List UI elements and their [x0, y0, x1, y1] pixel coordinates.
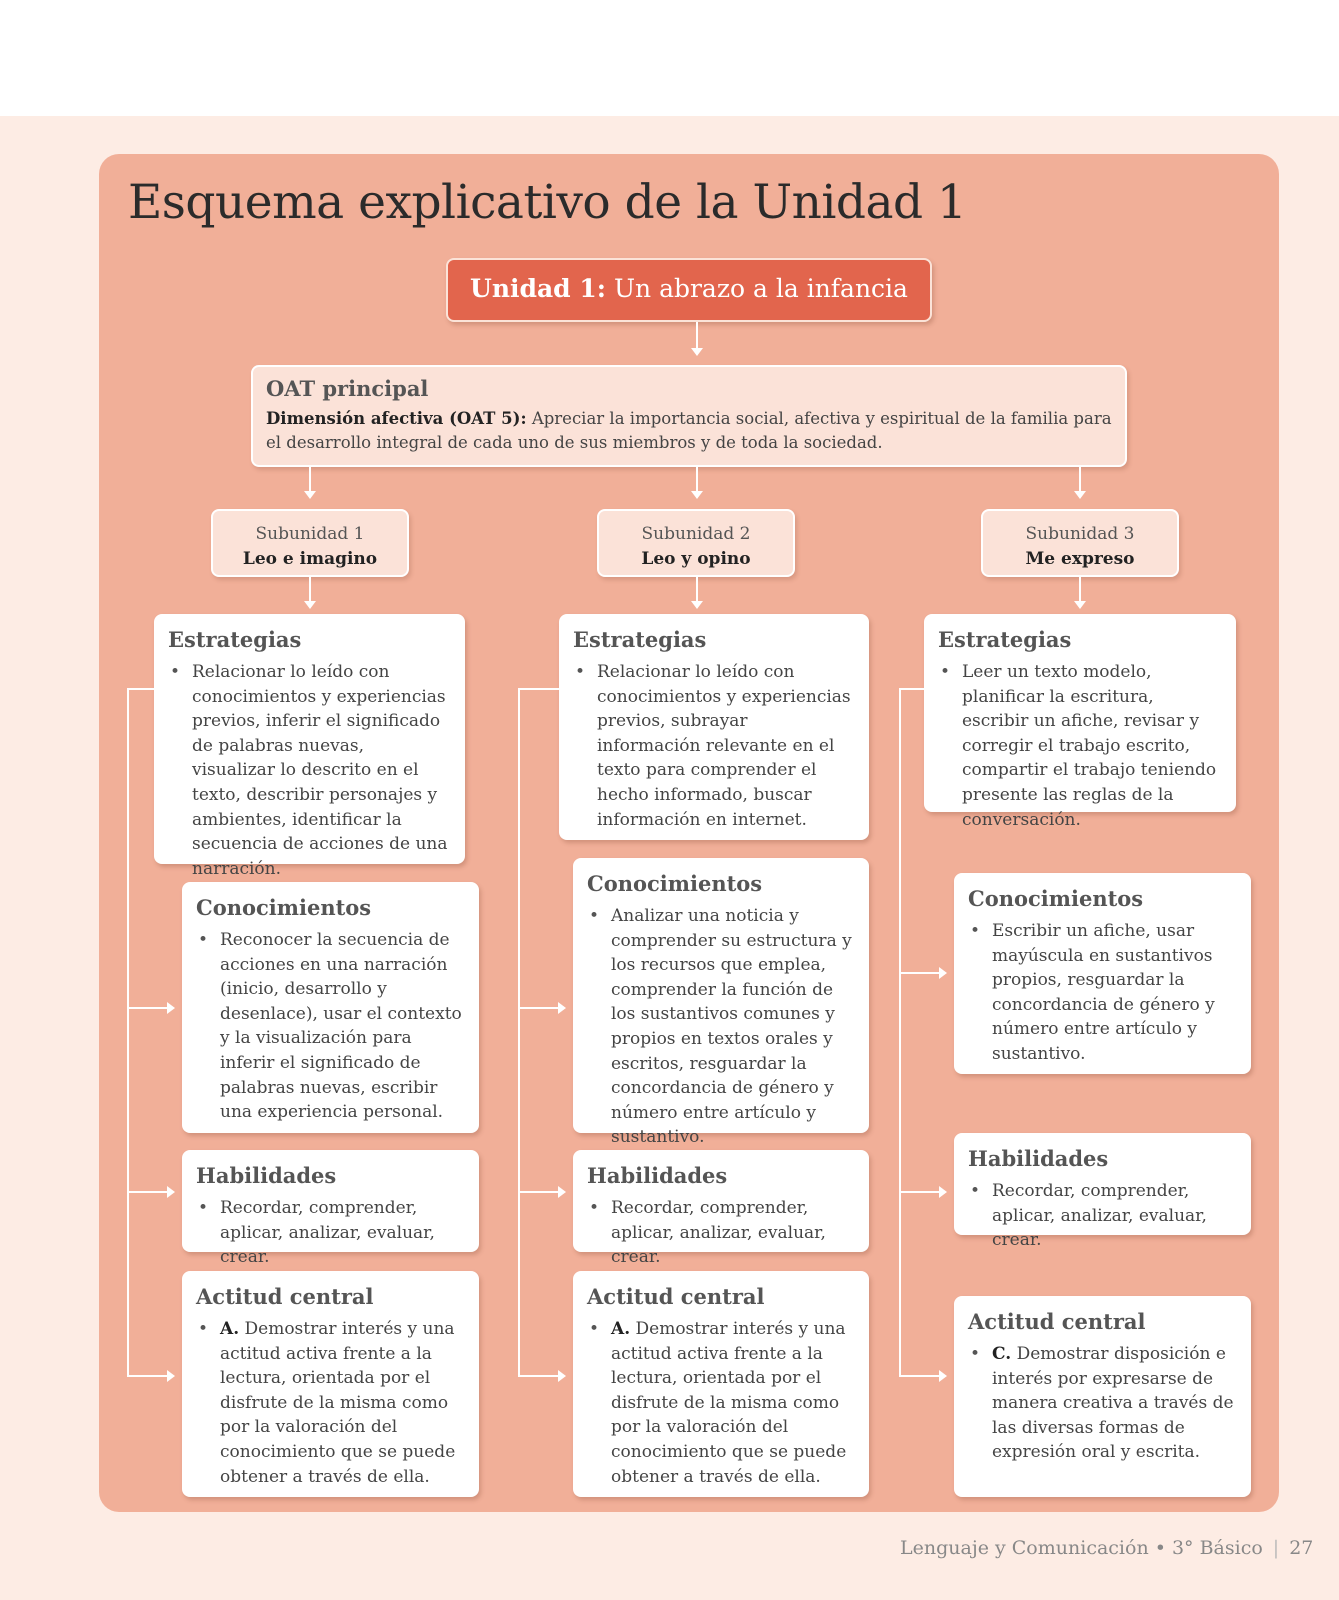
estrategias-card-1	[154, 614, 465, 879]
actitud-card-1	[182, 1271, 479, 1497]
card-text: • Analizar una noticia y comprender su estructura y los recursos que emplea, comprender la función de los sustantivos comunes y propios en textos orales y escritos, resguardar la concordancia de género y número entre artículo y sustantivo.	[587, 904, 855, 1150]
subunit-name: Leo e imagino	[242, 549, 378, 569]
page-footer	[900, 1537, 1313, 1559]
connector-arrow	[518, 1007, 564, 1009]
subunit-1-box	[211, 509, 409, 577]
connector-arrow	[309, 467, 311, 497]
connector-arrow	[127, 1007, 173, 1009]
card-text	[968, 1342, 1237, 1465]
connector-arrow	[899, 1375, 945, 1377]
card-title: Actitud central	[587, 1284, 765, 1309]
conocimientos-card-1	[182, 882, 479, 1133]
connector-arrow	[518, 1191, 564, 1193]
actitud-card-2	[573, 1271, 869, 1497]
subunit-name: Leo y opino	[641, 549, 751, 569]
connector-line	[518, 688, 559, 690]
subunit-number: Subunidad 2	[641, 524, 751, 544]
conocimientos-card-3	[954, 873, 1251, 1074]
connector-arrow	[696, 467, 698, 497]
connector-line	[518, 688, 520, 1376]
card-text	[196, 1317, 465, 1489]
card-text: • Recordar, comprender, aplicar, analizar, evaluar, crear.	[587, 1196, 855, 1270]
card-title: Habilidades	[587, 1163, 728, 1188]
connector-arrow	[696, 322, 698, 354]
connector-arrow	[127, 1191, 173, 1193]
card-title: Habilidades	[968, 1146, 1109, 1171]
subunit-3-box	[981, 509, 1179, 577]
card-text: • Reconocer la secuencia de acciones en una narración (inicio, desarrollo y desenlace), usar el contexto y la visualización para inferir el significado de palabras nuevas, escribir una experiencia personal.	[196, 928, 465, 1125]
card-text: • Escribir un afiche, usar mayúscula en sustantivos propios, resguardar la concordancia de género y número entre artículo y sustantivo.	[968, 919, 1237, 1067]
connector-arrow	[899, 1191, 945, 1193]
habilidades-card-3	[954, 1133, 1251, 1251]
subunit-number: Subunidad 3	[1025, 524, 1135, 544]
page-title: Esquema explicativo de la Unidad 1	[128, 175, 967, 230]
card-text	[587, 1317, 855, 1489]
attitude-text: Demostrar disposición e interés por expresarse de manera creativa a través de las diversas formas de expresión oral y escrita.	[992, 1344, 1234, 1463]
oat-label: Dimensión afectiva (OAT 5):	[266, 409, 527, 428]
card-title: Estrategias	[938, 627, 1072, 652]
card-text: • Leer un texto modelo, planificar la escritura, escribir un afiche, revisar y corregir el trabajo escrito, compartir el trabajo teniendo presente las reglas de la conversación.	[938, 660, 1222, 832]
card-text: • Relacionar lo leído con conocimientos y experiencias previos, inferir el significado de palabras nuevas, visualizar lo descrito en el texto, describir personajes y ambientes, identificar la secuencia de acciones de una narración.	[168, 660, 451, 881]
connector-line	[127, 688, 129, 1376]
habilidades-card-1	[182, 1150, 479, 1268]
card-text: • Recordar, comprender, aplicar, analizar, evaluar, crear.	[968, 1179, 1237, 1253]
card-title: Habilidades	[196, 1163, 337, 1188]
connector-arrow	[899, 972, 945, 974]
connector-line	[899, 688, 924, 690]
habilidades-card-2	[573, 1150, 869, 1268]
attitude-text: Demostrar interés y una actitud activa frente a la lectura, orientada por el disfrute de la misma como por la valoración del conocimiento que se puede obtener a través de ella.	[220, 1319, 456, 1487]
card-title: Conocimientos	[196, 895, 372, 920]
actitud-card-3	[954, 1296, 1251, 1497]
connector-line	[127, 688, 154, 690]
subunit-number: Subunidad 1	[255, 524, 365, 544]
connector-arrow	[309, 577, 311, 607]
oat-box	[251, 365, 1127, 467]
footer-text: Lenguaje y Comunicación • 3° Básico	[900, 1537, 1263, 1559]
connector-arrow	[1079, 577, 1081, 607]
conocimientos-card-2	[573, 858, 869, 1148]
oat-title: OAT principal	[266, 376, 429, 401]
subunit-name: Me expreso	[1025, 549, 1135, 569]
subunit-2-box	[597, 509, 795, 577]
connector-arrow	[127, 1375, 173, 1377]
attitude-letter: C.	[992, 1344, 1012, 1364]
card-title: Conocimientos	[587, 871, 763, 896]
connector-arrow	[1079, 467, 1081, 497]
unit-label: Unidad 1:	[470, 274, 606, 303]
card-text: • Recordar, comprender, aplicar, analizar, evaluar, crear.	[196, 1196, 465, 1270]
card-title: Actitud central	[196, 1284, 374, 1309]
unit-name: Un abrazo a la infancia	[613, 274, 908, 303]
connector-line	[899, 688, 901, 1376]
oat-text	[266, 407, 1112, 455]
card-title: Conocimientos	[968, 886, 1144, 911]
attitude-letter: A.	[611, 1319, 631, 1339]
estrategias-card-2	[559, 614, 869, 840]
unit-box	[446, 258, 932, 322]
card-text: • Relacionar lo leído con conocimientos y experiencias previos, subrayar información relevante en el texto para comprender el hecho informado, buscar información en internet.	[573, 660, 855, 832]
card-title: Estrategias	[168, 627, 302, 652]
footer-separator: |	[1272, 1537, 1280, 1559]
card-title: Estrategias	[573, 627, 707, 652]
estrategias-card-3	[924, 614, 1236, 830]
oat-description: Apreciar la importancia social, afectiva y espiritual de la familia para el desarrollo integral de cada uno de sus miembros y de toda la sociedad.	[266, 409, 1112, 452]
card-title: Actitud central	[968, 1309, 1146, 1334]
attitude-text: Demostrar interés y una actitud activa frente a la lectura, orientada por el disfrute de la misma como por la valoración del conocimiento que se puede obtener a través de ella.	[611, 1319, 847, 1487]
attitude-letter: A.	[220, 1319, 240, 1339]
page-number: 27	[1289, 1537, 1314, 1559]
connector-arrow	[518, 1375, 564, 1377]
connector-arrow	[696, 577, 698, 607]
